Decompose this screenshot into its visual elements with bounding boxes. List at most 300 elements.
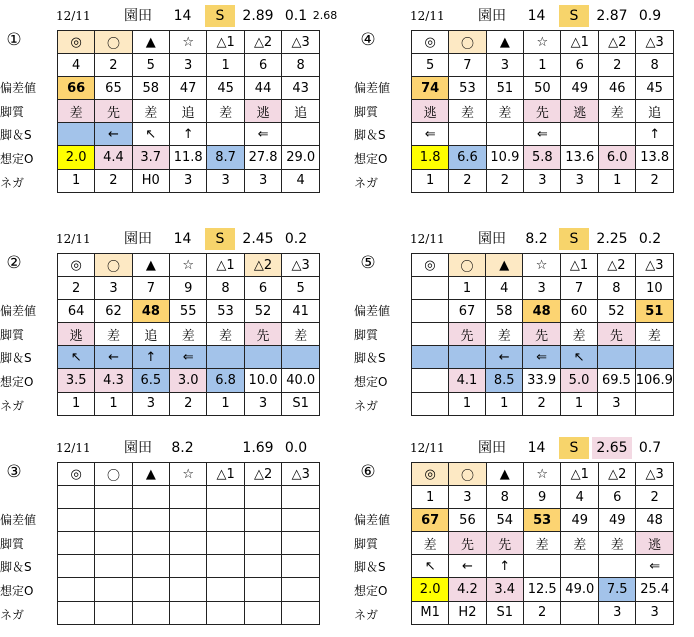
race-header xyxy=(354,228,674,250)
race-number: ④ xyxy=(360,30,376,50)
score-row xyxy=(412,300,674,323)
nega-cell: 2 xyxy=(636,169,674,192)
score-cell: 58 xyxy=(486,300,523,323)
horse-cell: 6 xyxy=(599,486,636,509)
race-block xyxy=(0,228,320,428)
mark-row xyxy=(412,31,674,54)
horse-cell: 1 xyxy=(524,54,561,77)
marks-cell: △1 xyxy=(207,254,244,277)
header-field: 14 xyxy=(527,440,546,456)
horse-cell: 6 xyxy=(561,54,599,77)
leg-cell xyxy=(282,346,320,369)
row-label: 脚質 xyxy=(0,327,25,342)
leg-cell: ← xyxy=(95,346,132,369)
header-extra: 2.68 xyxy=(312,9,338,22)
style-cell: 差 xyxy=(412,532,449,555)
odds-cell xyxy=(282,578,320,601)
horse-cell: 7 xyxy=(132,277,169,300)
marks-cell: △1 xyxy=(207,463,245,486)
marks-cell: 〇 xyxy=(95,31,132,54)
header-v1: 1.69 xyxy=(242,440,274,456)
style-cell: 先 xyxy=(598,323,636,346)
style-cell xyxy=(170,532,207,555)
marks-cell: ◎ xyxy=(58,31,95,54)
nega-cell: M1 xyxy=(412,601,449,624)
horse-cell: 8 xyxy=(636,54,674,77)
style-cell: 差 xyxy=(449,100,486,123)
header-extra xyxy=(664,437,694,459)
odds-cell: 4.1 xyxy=(448,369,485,392)
header-field: 14 xyxy=(173,8,192,24)
marks-cell: ◎ xyxy=(58,254,95,277)
horse-cell xyxy=(95,486,132,509)
odds-cell: 8.7 xyxy=(207,146,244,169)
odds-cell: 3.7 xyxy=(132,146,169,169)
odds-cell: 2.0 xyxy=(412,578,449,601)
nega-cell xyxy=(95,601,132,624)
leg-cell xyxy=(244,555,282,578)
race-number: ⑤ xyxy=(360,253,376,273)
header-extra xyxy=(664,228,694,250)
marks-cell: △3 xyxy=(282,463,320,486)
leg-s-row xyxy=(412,346,674,369)
leg-cell xyxy=(599,555,636,578)
leg-cell: ⇐ xyxy=(412,123,449,146)
horse-cell: 2 xyxy=(599,54,636,77)
header-field: 8.2 xyxy=(525,231,548,247)
leg-s-row xyxy=(412,555,674,578)
style-cell: 差 xyxy=(599,100,636,123)
marks-cell: 〇 xyxy=(449,31,486,54)
odds-cell: 7.5 xyxy=(599,578,636,601)
horse-cell: 8 xyxy=(207,277,244,300)
odds-cell: 6.5 xyxy=(132,369,169,392)
style-cell: 先 xyxy=(524,100,561,123)
header-venue: 園田 xyxy=(124,8,152,24)
odds-row xyxy=(58,369,320,392)
leg-cell xyxy=(282,555,320,578)
marks-cell: △1 xyxy=(561,463,599,486)
odds-cell xyxy=(95,578,132,601)
style-cell: 先 xyxy=(95,100,132,123)
style-cell xyxy=(132,532,169,555)
row-label: ネガ xyxy=(0,607,25,622)
header-venue: 園田 xyxy=(124,231,152,247)
marks-cell: ▲ xyxy=(132,463,169,486)
style-cell: 追 xyxy=(132,323,169,346)
header-field: 14 xyxy=(527,8,546,24)
horse-cell: 1 xyxy=(207,54,244,77)
horse-cell xyxy=(58,486,95,509)
score-cell: 43 xyxy=(282,77,320,100)
running-style-row xyxy=(58,323,320,346)
style-cell xyxy=(282,532,320,555)
row-label: ネガ xyxy=(354,398,379,413)
nega-row xyxy=(58,392,320,415)
race-header xyxy=(0,5,338,27)
odds-cell: 25.4 xyxy=(636,578,674,601)
odds-cell: 6.8 xyxy=(207,369,244,392)
odds-cell: 69.5 xyxy=(598,369,636,392)
header-date: 12/11 xyxy=(410,232,445,246)
nega-cell: 1 xyxy=(207,392,244,415)
marks-cell: ☆ xyxy=(523,254,561,277)
style-cell: 逃 xyxy=(412,100,449,123)
odds-cell: 3.0 xyxy=(170,369,207,392)
horse-cell: 5 xyxy=(412,54,449,77)
style-cell: 差 xyxy=(132,100,169,123)
odds-row xyxy=(58,578,320,601)
running-style-row xyxy=(58,100,320,123)
header-v2: 0.2 xyxy=(284,231,308,247)
leg-cell: ↑ xyxy=(132,346,169,369)
horse-cell: 5 xyxy=(282,277,320,300)
marks-cell: △3 xyxy=(635,254,673,277)
race-block xyxy=(0,5,338,205)
horse-cell: 8 xyxy=(598,277,636,300)
leg-cell xyxy=(244,346,282,369)
nega-cell xyxy=(412,392,449,415)
nega-row xyxy=(58,601,320,624)
odds-cell: 12.5 xyxy=(523,578,561,601)
odds-cell xyxy=(58,578,95,601)
leg-cell xyxy=(132,555,169,578)
nega-cell: 1 xyxy=(448,392,485,415)
nega-cell: 2 xyxy=(523,601,561,624)
odds-cell xyxy=(132,578,169,601)
marks-cell: △1 xyxy=(207,31,244,54)
row-label: 脚質 xyxy=(354,536,379,551)
marks-cell: △2 xyxy=(244,254,282,277)
odds-cell: 49.0 xyxy=(561,578,599,601)
row-label: 脚質 xyxy=(0,104,25,119)
leg-cell xyxy=(449,123,486,146)
header-field: 8.2 xyxy=(171,440,194,456)
race-block xyxy=(354,5,674,205)
horse-cell: 1 xyxy=(448,277,485,300)
header-v2: 0.1 xyxy=(284,8,308,24)
horse-cell: 7 xyxy=(560,277,597,300)
score-cell xyxy=(207,509,245,532)
horse-cell: 9 xyxy=(170,277,207,300)
leg-cell xyxy=(95,555,132,578)
horse-number-row xyxy=(412,54,674,77)
nega-row xyxy=(412,169,674,192)
header-v1: 2.45 xyxy=(242,231,274,247)
running-style-row xyxy=(412,100,674,123)
header-v2: 0.7 xyxy=(638,440,662,456)
row-label: 脚質 xyxy=(0,536,25,551)
odds-cell: 4.3 xyxy=(95,369,132,392)
nega-cell: 3 xyxy=(524,169,561,192)
score-cell: 51 xyxy=(486,77,524,100)
odds-cell: 27.8 xyxy=(244,146,282,169)
running-style-row xyxy=(58,532,320,555)
leg-s-row xyxy=(58,555,320,578)
nega-cell: 3 xyxy=(599,601,636,624)
horse-cell: 8 xyxy=(282,54,320,77)
leg-cell xyxy=(412,346,449,369)
header-v2: 0.2 xyxy=(638,231,662,247)
marks-cell: ☆ xyxy=(169,31,207,54)
style-cell xyxy=(244,532,282,555)
style-cell: 追 xyxy=(169,100,207,123)
horse-cell: 6 xyxy=(244,277,282,300)
horse-cell: 8 xyxy=(486,486,523,509)
odds-row xyxy=(412,578,674,601)
odds-cell: 29.0 xyxy=(282,146,320,169)
style-cell: 逃 xyxy=(636,532,674,555)
row-label: 脚＆S xyxy=(0,128,32,143)
leg-cell xyxy=(58,555,95,578)
mark-row xyxy=(58,31,320,54)
score-cell: 46 xyxy=(599,77,636,100)
style-cell xyxy=(95,532,132,555)
style-cell: 差 xyxy=(58,100,95,123)
score-cell xyxy=(412,300,449,323)
odds-cell: 40.0 xyxy=(282,369,320,392)
race-number: ⑥ xyxy=(360,462,376,482)
odds-cell xyxy=(207,578,245,601)
horse-cell: 3 xyxy=(523,277,561,300)
horse-cell xyxy=(207,486,245,509)
nega-cell: 1 xyxy=(412,169,449,192)
leg-cell xyxy=(207,123,244,146)
header-extra xyxy=(310,437,340,459)
horse-number-row xyxy=(412,486,674,509)
score-cell: 45 xyxy=(636,77,674,100)
row-label: 脚＆S xyxy=(0,560,32,575)
score-cell: 60 xyxy=(560,300,597,323)
score-row xyxy=(412,509,674,532)
marks-cell: ☆ xyxy=(170,254,207,277)
header-venue: 園田 xyxy=(478,440,506,456)
nega-cell: H2 xyxy=(449,601,486,624)
nega-cell: 1 xyxy=(95,392,132,415)
score-cell: 54 xyxy=(486,509,523,532)
header-v1: 2.89 xyxy=(242,8,274,24)
nega-cell: 2 xyxy=(170,392,207,415)
leg-cell xyxy=(170,555,207,578)
horse-cell xyxy=(132,486,169,509)
marks-cell: ◎ xyxy=(58,463,95,486)
horse-cell: 4 xyxy=(58,54,95,77)
horse-cell: 4 xyxy=(486,277,523,300)
horse-cell: 2 xyxy=(58,277,95,300)
style-cell: 差 xyxy=(170,323,207,346)
race-grid xyxy=(411,253,674,416)
marks-cell: △2 xyxy=(244,463,282,486)
race-header xyxy=(0,228,320,250)
row-label: 脚＆S xyxy=(354,128,386,143)
header-s: S xyxy=(205,228,235,250)
style-cell: 差 xyxy=(207,100,244,123)
header-date: 12/11 xyxy=(410,9,445,23)
nega-cell: 2 xyxy=(449,169,486,192)
race-number: ③ xyxy=(6,462,22,482)
nega-cell: 3 xyxy=(169,169,207,192)
leg-cell: ↖ xyxy=(58,346,95,369)
style-cell: 差 xyxy=(486,323,523,346)
marks-cell: ▲ xyxy=(486,254,523,277)
nega-cell: 1 xyxy=(58,392,95,415)
mark-row xyxy=(58,254,320,277)
race-grid xyxy=(411,30,674,193)
race-number: ② xyxy=(6,253,22,273)
race-header xyxy=(0,437,320,459)
race-block xyxy=(354,228,674,428)
score-cell: 67 xyxy=(448,300,485,323)
horse-number-row xyxy=(58,486,320,509)
row-label: 想定O xyxy=(354,151,388,166)
score-cell: 66 xyxy=(58,77,95,100)
nega-cell: 3 xyxy=(132,392,169,415)
leg-cell xyxy=(486,123,524,146)
header-date: 12/11 xyxy=(56,232,91,246)
nega-cell xyxy=(207,601,245,624)
marks-cell: 〇 xyxy=(95,254,132,277)
style-cell: 差 xyxy=(560,323,597,346)
odds-cell: 33.9 xyxy=(523,369,561,392)
odds-cell: 3.5 xyxy=(58,369,95,392)
style-cell xyxy=(207,532,245,555)
leg-cell: ⇐ xyxy=(244,123,282,146)
row-label: 想定O xyxy=(0,374,34,389)
odds-cell: 5.0 xyxy=(560,369,597,392)
marks-cell: 〇 xyxy=(449,463,486,486)
nega-cell: 1 xyxy=(58,169,95,192)
nega-cell: 2 xyxy=(523,392,561,415)
score-cell: 62 xyxy=(95,300,132,323)
leg-cell: ↖ xyxy=(132,123,169,146)
nega-cell xyxy=(132,601,169,624)
style-cell: 差 xyxy=(207,323,244,346)
row-label: 脚＆S xyxy=(354,560,386,575)
horse-cell xyxy=(170,486,207,509)
header-date: 12/11 xyxy=(56,9,91,23)
marks-cell: △1 xyxy=(561,31,599,54)
row-label: 想定O xyxy=(354,583,388,598)
score-cell: 67 xyxy=(412,509,449,532)
row-label: 偏差値 xyxy=(0,513,37,528)
row-label: ネガ xyxy=(0,398,25,413)
score-cell: 64 xyxy=(58,300,95,323)
nega-cell xyxy=(561,601,599,624)
row-label: 偏差値 xyxy=(354,304,391,319)
nega-cell: 1 xyxy=(560,392,597,415)
race-grid xyxy=(57,30,320,193)
marks-cell: ▲ xyxy=(132,31,169,54)
nega-row xyxy=(412,601,674,624)
style-cell: 先 xyxy=(244,323,282,346)
leg-cell: ⇐ xyxy=(636,555,674,578)
marks-cell: ▲ xyxy=(486,31,524,54)
mark-row xyxy=(412,254,674,277)
header-venue: 園田 xyxy=(478,231,506,247)
horse-number-row xyxy=(58,54,320,77)
leg-s-row xyxy=(58,346,320,369)
race-grid xyxy=(411,462,674,625)
score-cell: 52 xyxy=(598,300,636,323)
nega-cell xyxy=(635,392,673,415)
odds-cell xyxy=(170,578,207,601)
marks-cell: ◎ xyxy=(412,254,449,277)
leg-cell: ← xyxy=(95,123,132,146)
score-cell: 65 xyxy=(95,77,132,100)
nega-cell: 3 xyxy=(561,169,599,192)
leg-cell: ↖ xyxy=(412,555,449,578)
score-cell: 49 xyxy=(561,509,599,532)
nega-cell xyxy=(282,601,320,624)
odds-cell: 106.9 xyxy=(635,369,673,392)
marks-cell: ☆ xyxy=(523,463,561,486)
score-cell: 55 xyxy=(170,300,207,323)
header-s: S xyxy=(559,437,589,459)
header-v2: 0.0 xyxy=(284,440,308,456)
leg-cell xyxy=(635,346,673,369)
row-label: 偏差値 xyxy=(354,513,391,528)
score-cell: 47 xyxy=(169,77,207,100)
mark-row xyxy=(58,463,320,486)
leg-cell xyxy=(282,123,320,146)
horse-cell: 3 xyxy=(95,277,132,300)
score-cell: 41 xyxy=(282,300,320,323)
leg-s-row xyxy=(58,123,320,146)
row-label: 脚＆S xyxy=(354,351,386,366)
odds-cell: 4.2 xyxy=(449,578,486,601)
score-cell: 56 xyxy=(449,509,486,532)
header-field: 14 xyxy=(173,231,192,247)
marks-cell: 〇 xyxy=(95,463,132,486)
score-row xyxy=(58,509,320,532)
marks-cell: ☆ xyxy=(170,463,207,486)
header-venue: 園田 xyxy=(478,8,506,24)
horse-number-row xyxy=(412,277,674,300)
leg-cell xyxy=(207,346,244,369)
horse-cell: 5 xyxy=(132,54,169,77)
nega-cell: 3 xyxy=(244,169,282,192)
row-label: 脚＆S xyxy=(0,351,32,366)
nega-row xyxy=(58,169,320,192)
odds-cell: 13.8 xyxy=(636,146,674,169)
leg-cell xyxy=(523,555,561,578)
marks-cell: 〇 xyxy=(448,254,485,277)
leg-cell: ⇐ xyxy=(523,346,561,369)
marks-cell: ◎ xyxy=(412,463,449,486)
leg-cell xyxy=(598,346,636,369)
marks-cell: △3 xyxy=(282,31,320,54)
marks-cell: ☆ xyxy=(524,31,561,54)
race-number: ① xyxy=(6,30,22,50)
odds-cell: 8.5 xyxy=(486,369,523,392)
nega-cell xyxy=(170,601,207,624)
row-label: ネガ xyxy=(354,175,379,190)
leg-cell: ⇐ xyxy=(170,346,207,369)
header-extra xyxy=(664,5,694,27)
odds-cell: 10.0 xyxy=(244,369,282,392)
style-cell: 差 xyxy=(486,100,524,123)
horse-cell: 6 xyxy=(244,54,282,77)
horse-cell: 3 xyxy=(169,54,207,77)
score-row xyxy=(412,77,674,100)
nega-cell: S1 xyxy=(282,392,320,415)
race-grid xyxy=(57,462,320,625)
race-header xyxy=(354,5,674,27)
leg-cell: ← xyxy=(449,555,486,578)
nega-cell: 1 xyxy=(486,392,523,415)
race-grid xyxy=(57,253,320,416)
horse-cell xyxy=(412,277,449,300)
